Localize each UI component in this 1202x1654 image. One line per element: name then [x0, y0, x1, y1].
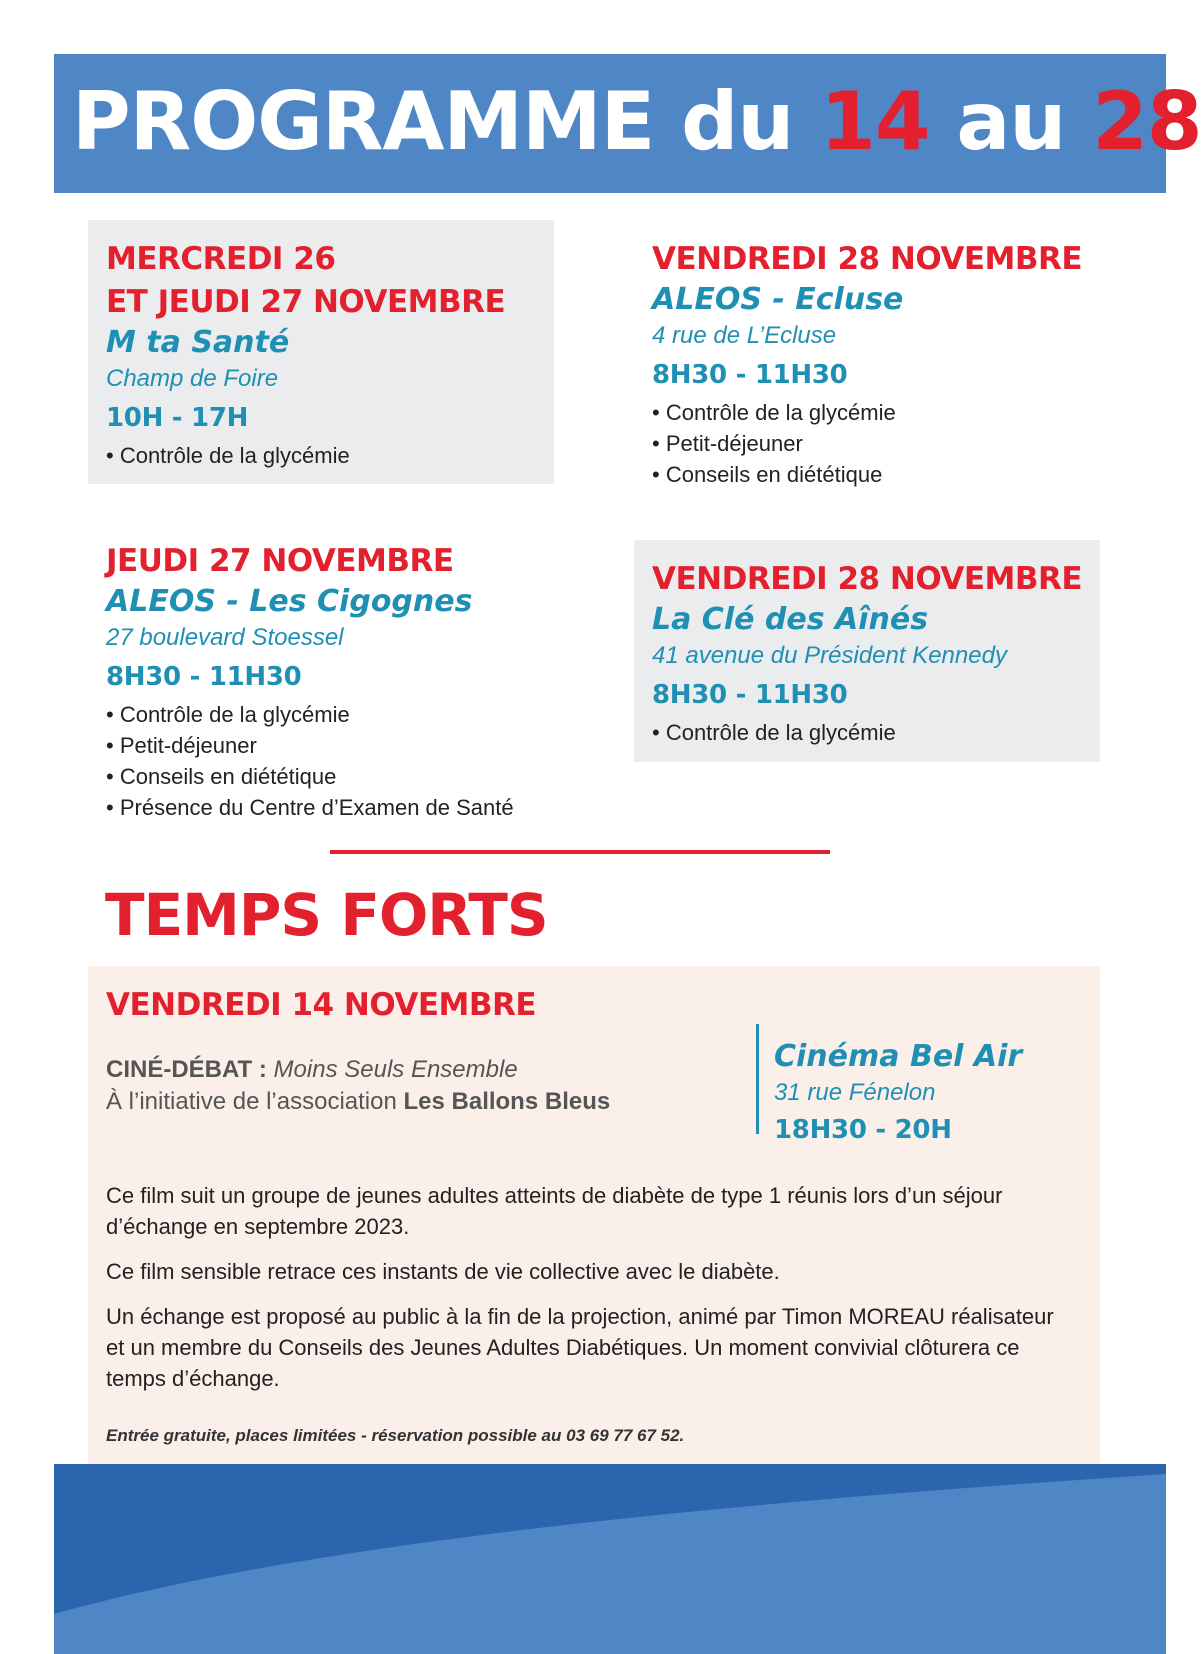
footer-wave [54, 1464, 1166, 1654]
event-date: VENDREDI 28 NOVEMBRE [652, 561, 1083, 597]
activity-item: • Petit-déjeuner [652, 428, 1100, 459]
cinema-info [774, 1038, 1022, 1150]
event-card-jeudi-cigognes [88, 540, 588, 823]
activity-item: • Petit-déjeuner [106, 730, 588, 761]
event-activities [652, 397, 1100, 490]
activity-item: • Contrôle de la glycémie [652, 397, 1100, 428]
activity-item: • Contrôle de la glycémie [106, 699, 588, 730]
film-description [106, 1180, 1066, 1408]
event-card-vendredi-cle-aines [634, 540, 1100, 762]
cine-debat-label: CINÉ-DÉBAT [106, 1056, 253, 1083]
cinema-hours: 18H30 - 20H [774, 1115, 952, 1145]
event-date: VENDREDI 28 NOVEMBRE [652, 241, 1083, 277]
event-activities [106, 440, 554, 471]
event-activities [106, 699, 588, 823]
association-name: Les Ballons Bleus [403, 1088, 611, 1115]
title-end-date: 28 [1092, 75, 1202, 168]
event-hours: 8H30 - 11H30 [652, 360, 848, 390]
activity-item: • Contrôle de la glycémie [106, 440, 554, 471]
info-divider [756, 1024, 759, 1134]
section-divider [330, 850, 830, 854]
reservation-note: Entrée gratuite, places limitées - réservation possible au 03 69 77 67 52. [106, 1426, 685, 1445]
section-title: TEMPS FORTS [105, 881, 548, 949]
event-card-vendredi-ecluse [634, 220, 1100, 490]
film-title: Moins Seuls Ensemble [273, 1056, 518, 1083]
title-start-date: 14 [820, 75, 930, 168]
title-prefix: PROGRAMME du [72, 75, 821, 168]
cine-debat-separator: : [252, 1056, 274, 1083]
event-date: MERCREDI 26 [106, 241, 336, 277]
temps-forts-date: VENDREDI 14 NOVEMBRE [106, 987, 537, 1023]
event-date-line2: ET JEUDI 27 NOVEMBRE [106, 284, 506, 320]
page-title [72, 72, 1202, 172]
cine-debat-info [106, 1054, 610, 1118]
cinema-address: 31 rue Fénelon [774, 1079, 936, 1106]
temps-forts-card [88, 966, 1100, 1464]
activity-item: • Conseils en diététique [106, 761, 588, 792]
event-activities [652, 717, 1100, 748]
event-venue: ALEOS - Les Cigognes [106, 584, 473, 619]
title-joiner: au [929, 75, 1093, 168]
event-address: 41 avenue du Président Kennedy [652, 642, 1007, 669]
event-hours: 8H30 - 11H30 [652, 680, 848, 710]
event-hours: 8H30 - 11H30 [106, 662, 302, 692]
description-paragraph: Ce film sensible retrace ces instants de vie collective avec le diabète. [106, 1259, 780, 1284]
event-venue: ALEOS - Ecluse [652, 282, 904, 317]
initiative-text: À l’initiative de l’association [106, 1088, 404, 1115]
event-address: 27 boulevard Stoessel [106, 624, 344, 651]
event-address: Champ de Foire [106, 365, 279, 392]
event-address: 4 rue de L’Ecluse [652, 322, 837, 349]
activity-item: • Présence du Centre d’Examen de Santé [106, 792, 588, 823]
header-banner [54, 54, 1202, 193]
description-paragraph: Un échange est proposé au public à la fin de la projection, animé par Timon MOREAU réalisateur et un membre du Conseils des Jeunes Adultes Diabétiques. Un moment convivial clôturera ce temps d’échange. [106, 1304, 1054, 1391]
event-venue: M ta Santé [106, 325, 290, 360]
description-paragraph: Ce film suit un groupe de jeunes adultes atteints de diabète de type 1 réunis lors d’un séjour d’échange en septembre 2023. [106, 1183, 1003, 1239]
event-card-mercredi [88, 220, 554, 484]
event-date: JEUDI 27 NOVEMBRE [106, 543, 454, 579]
event-venue: La Clé des Aînés [652, 602, 929, 637]
cinema-venue: Cinéma Bel Air [774, 1039, 1023, 1074]
activity-item: • Contrôle de la glycémie [652, 717, 1100, 748]
activity-item: • Conseils en diététique [652, 459, 1100, 490]
event-hours: 10H - 17H [106, 403, 249, 433]
